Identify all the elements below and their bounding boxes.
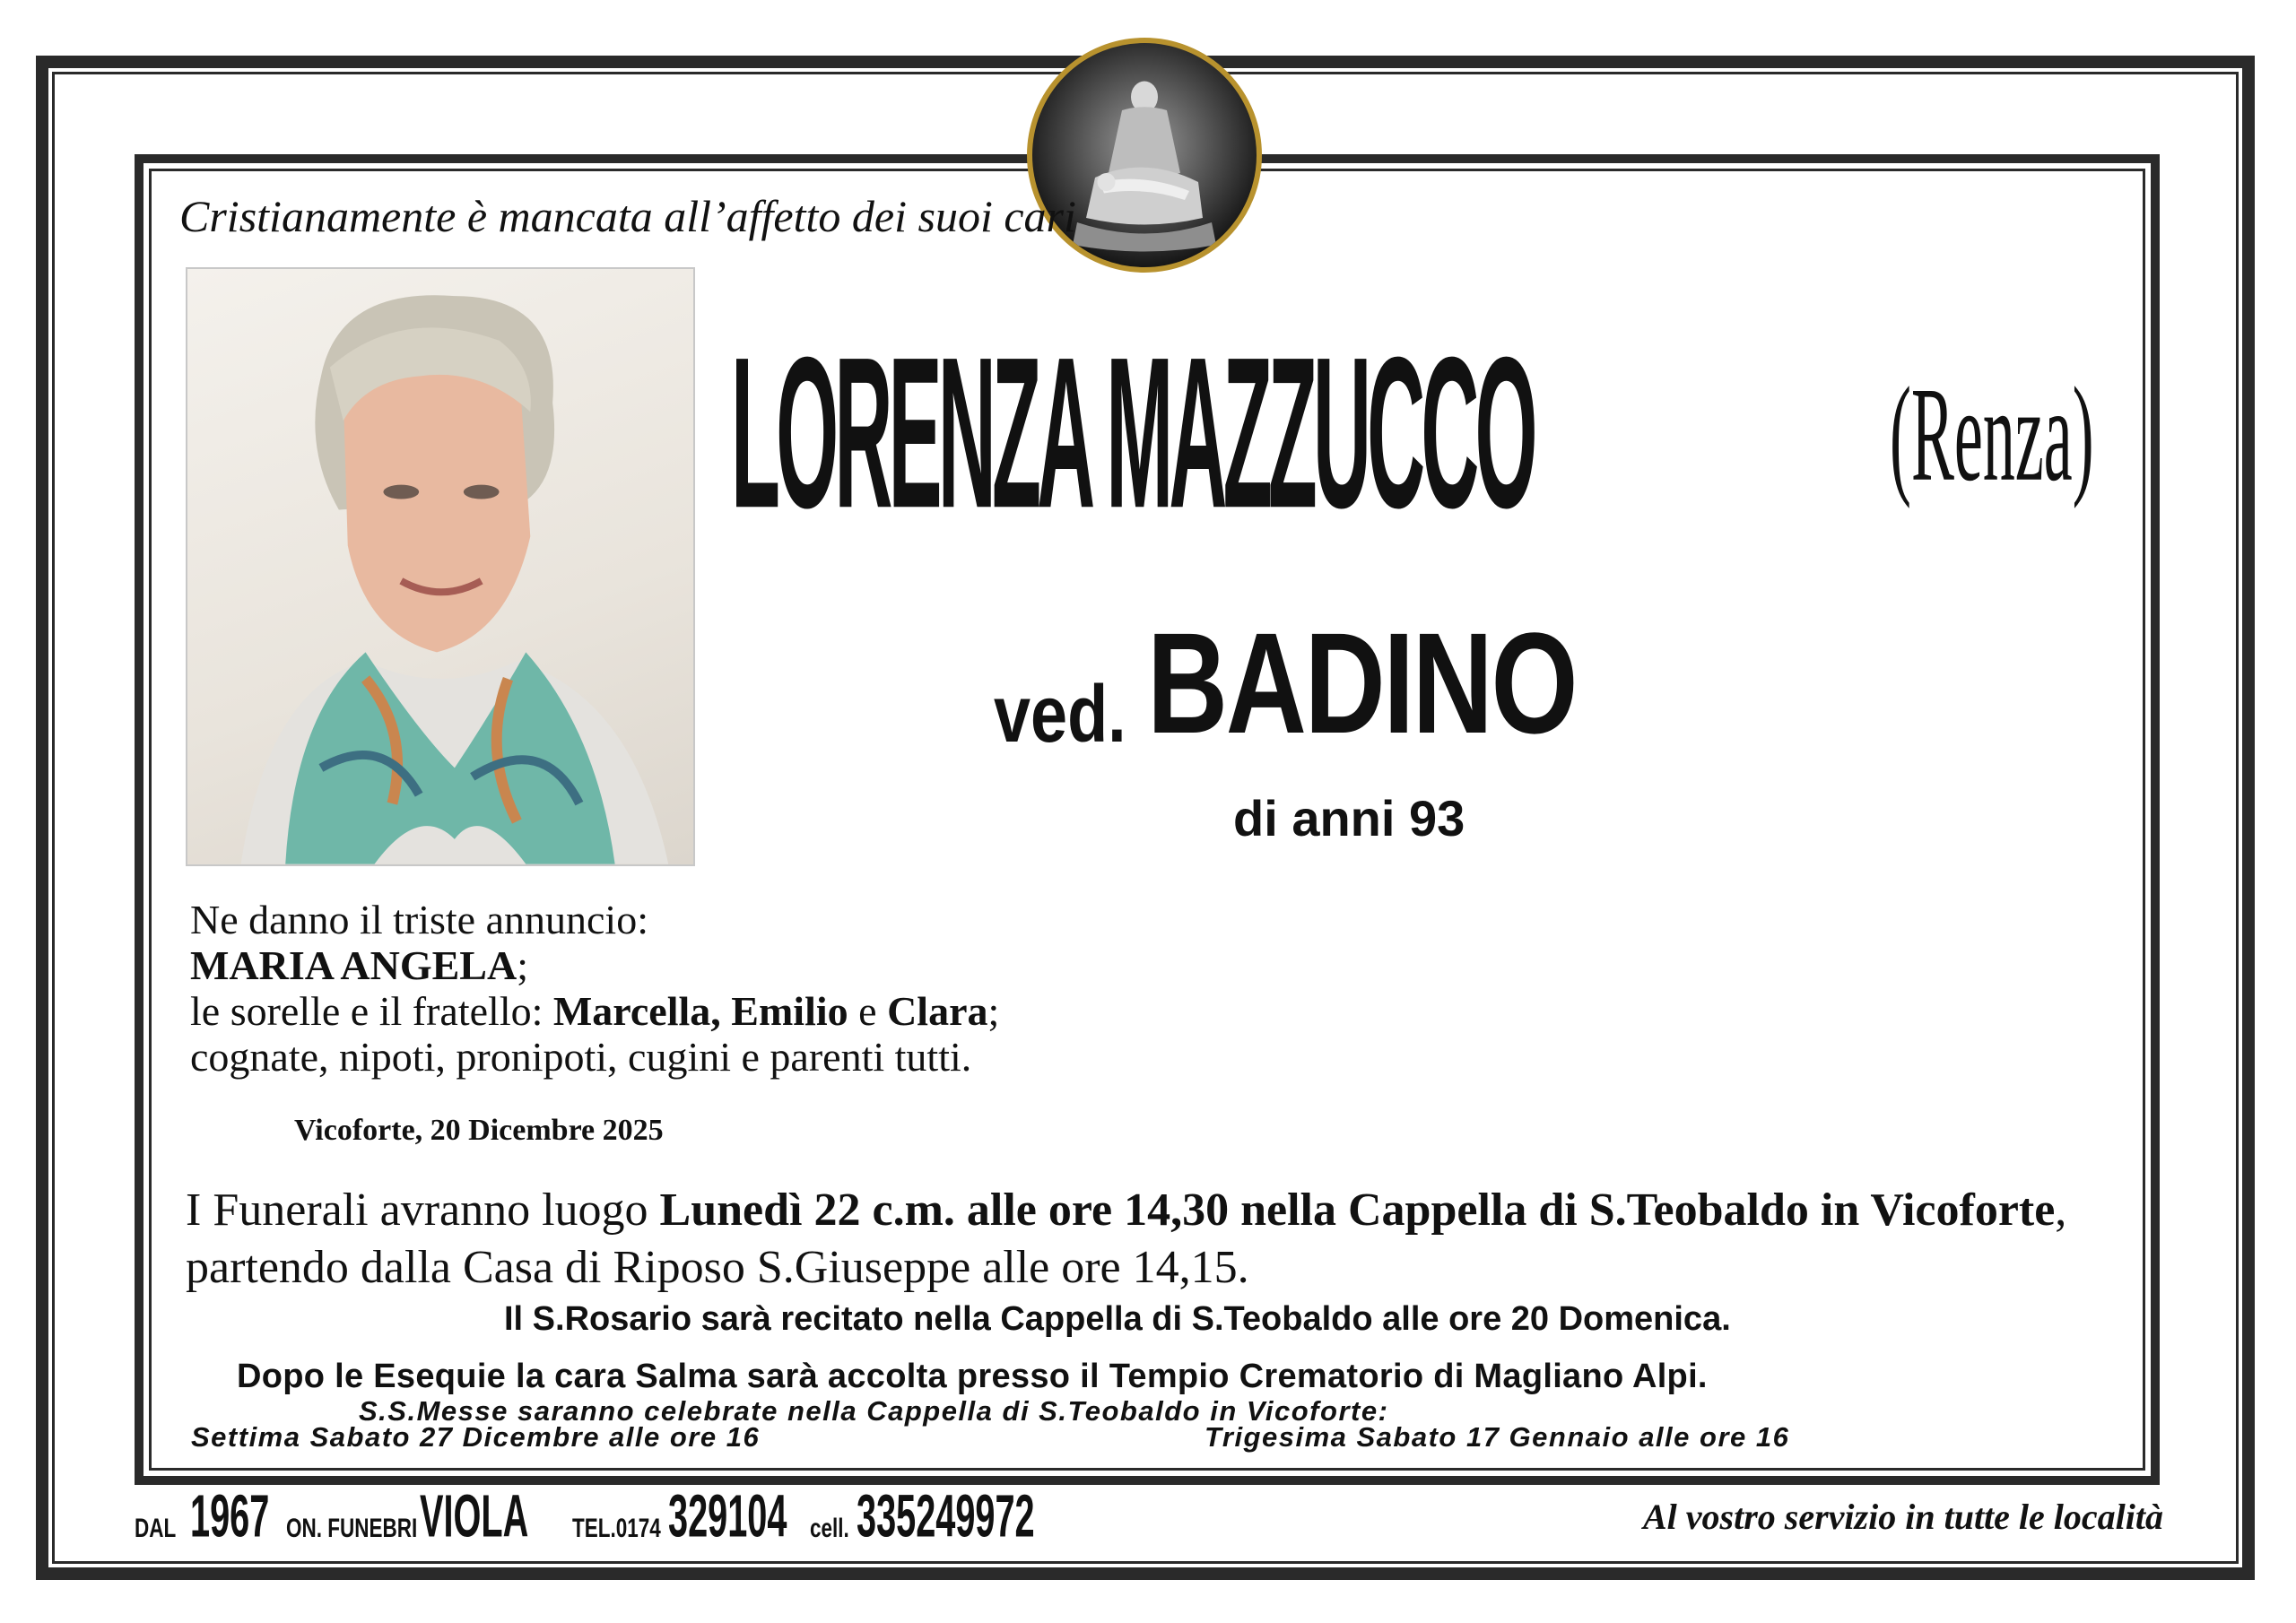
footer-on-funebri: ON. FUNEBRI: [285, 1514, 418, 1543]
announcement-line-2: MARIA ANGELA;: [190, 942, 528, 988]
married-name: BADINO: [1146, 603, 1576, 763]
footer-cell-label: cell.: [809, 1514, 849, 1543]
funeral-line-1: I Funerali avranno luogo Lunedì 22 c.m. alle ore 14,30 nella Cappella di S.Teobaldo in Vicoforte,: [186, 1185, 2067, 1236]
announcement-block: [190, 897, 999, 1080]
footer-tel-number: 329104: [667, 1481, 787, 1550]
portrait-photo: [186, 267, 695, 866]
footer-slogan: Al vostro servizio in tutte le località: [1643, 1497, 2163, 1537]
funeral-info: [186, 1182, 2066, 1297]
announcement-line-4: cognate, nipoti, pronipoti, cugini e parenti tutti.: [190, 1034, 972, 1080]
deceased-nickname: (Renza): [1890, 360, 2094, 510]
age-text: di anni 93: [1233, 790, 1465, 846]
funeral-line-2: partendo dalla Casa di Riposo S.Giuseppe alle ore 14,15.: [186, 1242, 1249, 1293]
deceased-name-block: [731, 311, 2130, 567]
deceased-name: LORENZA MAZZUCCO: [731, 311, 1534, 553]
footer-company: VIOLA: [420, 1481, 529, 1550]
esequie-line: Dopo le Esequie la cara Salma sarà accolta presso il Tempio Crematorio di Magliano Alpi.: [237, 1358, 1708, 1395]
daughter-name: MARIA ANGELA: [190, 942, 517, 988]
place-date: Vicoforte, 20 Dicembre 2025: [294, 1114, 664, 1147]
funeral-home-footer: [135, 1481, 1144, 1551]
siblings-names-a: Marcella, Emilio: [552, 988, 848, 1034]
rosario-line: Il S.Rosario sarà recitato nella Cappella di S.Teobaldo alle ore 20 Domenica.: [504, 1300, 1731, 1338]
footer-dal: DAL: [135, 1514, 177, 1543]
announcement-line-1: Ne danno il triste annuncio:: [190, 897, 648, 942]
widow-prefix: ved.: [994, 670, 1126, 759]
trigesima-line: Trigesima Sabato 17 Gennaio alle ore 16: [1205, 1421, 1790, 1453]
portrait-image: [187, 269, 693, 864]
siblings-names-b: Clara: [887, 988, 988, 1034]
footer-year: 1967: [190, 1481, 270, 1550]
intro-line: Cristianamente è mancata all’affetto dei suoi cari: [179, 191, 1076, 241]
footer-cell-number: 335249972: [857, 1481, 1036, 1550]
announcement-line-3: le sorelle e il fratello: Marcella, Emilio e Clara;: [190, 988, 1000, 1034]
footer-tel-label: TEL.0174: [572, 1514, 662, 1543]
messe-line: S.S.Messe saranno celebrate nella Cappella di S.Teobaldo in Vicoforte:: [359, 1395, 1389, 1427]
married-name-line: [994, 603, 1697, 763]
settima-line: Settima Sabato 27 Dicembre alle ore 16: [191, 1421, 761, 1453]
